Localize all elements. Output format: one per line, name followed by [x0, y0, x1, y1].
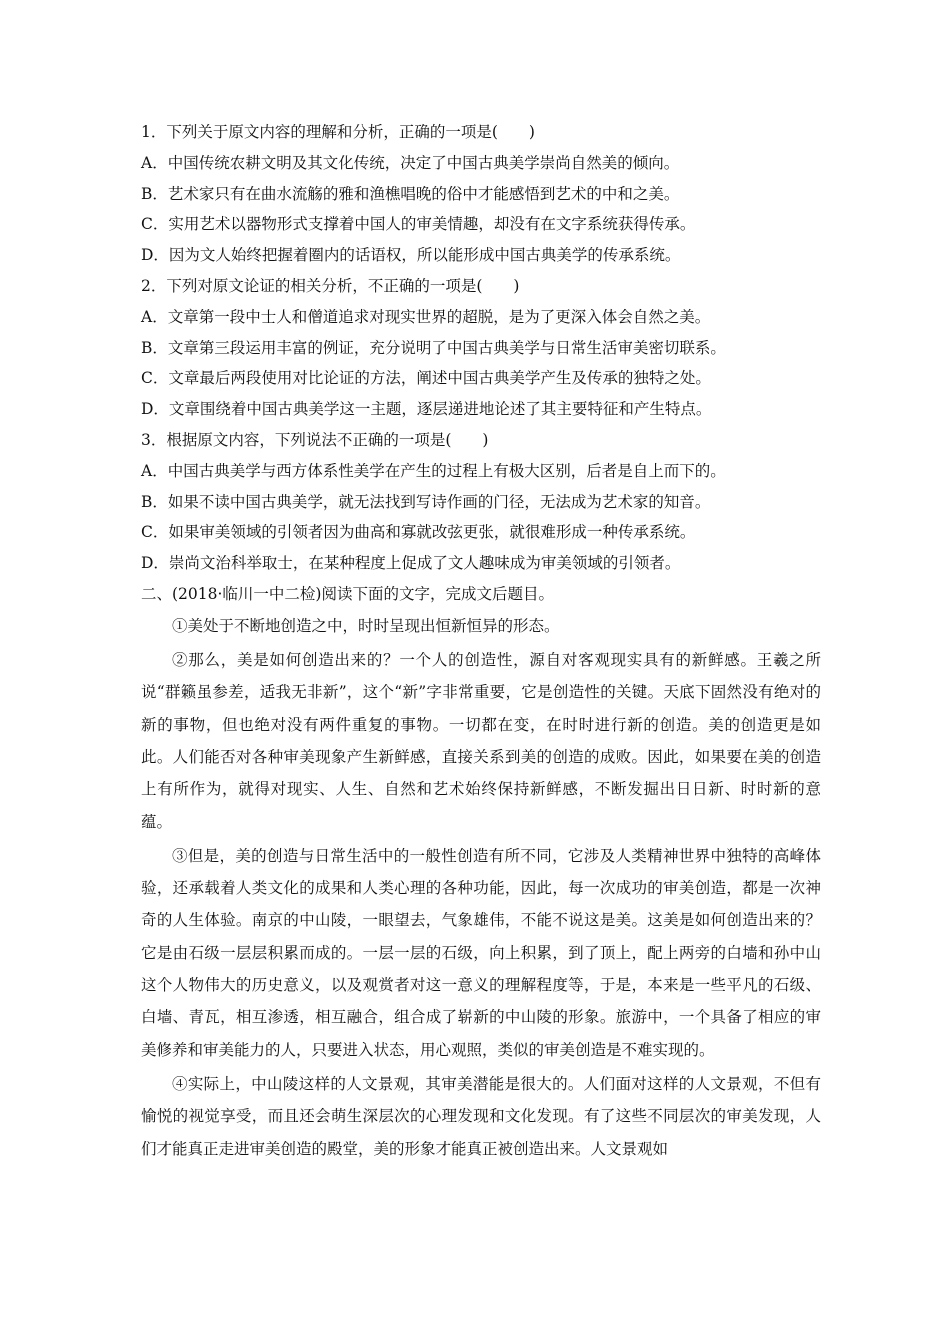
answer-option-a: A．中国古典美学与西方体系性美学在产生的过程上有极大区别，后者是自上而下的。	[141, 461, 726, 480]
passage-paragraph-2: ②那么，美是如何创造出来的？一个人的创造性，源自对客观现实具有的新鲜感。王羲之所说“群籁虽参差，适我无非新”，这个“新”字非常重要，它是创造性的关键。天底下固然没有绝对的新的事物，但也绝对没有两件重复的事物。一切都在变，在时时进行新的创造。美的创造更是如此。人们能否对各种审美现象产生新鲜感，直接关系到美的创造的成败。因此，如果要在美的创造上有所作为，就得对现实、人生、自然和艺术始终保持新鲜感，不断发掘出日日新、时时新的意蕴。	[141, 651, 821, 831]
answer-option-b: B．如果不读中国古典美学，就无法找到写诗作画的门径，无法成为艺术家的知音。	[141, 492, 711, 511]
answer-option-b: B．文章第三段运用丰富的例证，充分说明了中国古典美学与日常生活审美密切联系。	[141, 338, 726, 357]
answer-option-a: A．文章第一段中士人和僧道追求对现实世界的超脱，是为了更深入体会自然之美。	[141, 307, 711, 326]
question-3	[141, 425, 821, 579]
answer-option-b: B．艺术家只有在曲水流觞的雅和渔樵唱晚的俗中才能感悟到艺术的中和之美。	[141, 184, 680, 203]
answer-option-d: D．文章围绕着中国古典美学这一主题，逐层递进地论述了其主要特征和产生特点。	[141, 400, 712, 419]
passage-paragraph-1: ①美处于不断地创造之中，时时呈现出恒新恒异的形态。	[172, 616, 560, 635]
answer-option-c: C．如果审美领域的引领者因为曲高和寡就改弦更张，就很难形成一种传承系统。	[141, 523, 696, 542]
passage-paragraph-4: ④实际上，中山陵这样的人文景观，其审美潜能是很大的。人们面对这样的人文景观，不但有愉悦的视觉享受，而且还会萌生深层次的心理发现和文化发现。有了这些不同层次的审美发现，人们才能真正走进审美创造的殿堂，美的形象才能真正被创造出来。人文景观如	[141, 1074, 821, 1158]
reading-passage	[141, 610, 821, 1165]
answer-option-d: D．崇尚文治科举取士，在某种程度上促成了文人趣味成为审美领域的引领者。	[141, 554, 681, 573]
question-stem: 1．下列关于原文内容的理解和分析，正确的一项是( )	[141, 123, 535, 141]
question-1	[141, 117, 821, 271]
question-stem: 3．根据原文内容，下列说法不正确的一项是( )	[141, 430, 489, 449]
passage-paragraph-3: ③但是，美的创造与日常生活中的一般性创造有所不同，它涉及人类精神世界中独特的高峰体验，还承载着人类文化的成果和人类心理的各种功能，因此，每一次成功的审美创造，都是一次神奇的人生体验。南京的中山陵，一眼望去，气象雄伟，不能不说这是美。这美是如何创造出来的？它是由石级一层层积累而成的。一层一层的石级，向上积累，到了顶上，配上两旁的白墙和孙中山这个人物伟大的历史意义，以及观赏者对这一意义的理解程度等，于是，本来是一些平凡的石级、白墙、青瓦，相互渗透，相互融合，组合成了崭新的中山陵的形象。旅游中，一个具备了相应的审美修养和审美能力的人，只要进入状态，用心观照，类似的审美创造是不难实现的。	[141, 846, 821, 1059]
answer-option-d: D．因为文人始终把握着圈内的话语权，所以能形成中国古典美学的传承系统。	[141, 246, 681, 265]
document-content	[141, 117, 821, 1165]
answer-option-c: C．文章最后两段使用对比论证的方法，阐述中国古典美学产生及传承的独特之处。	[141, 369, 711, 388]
question-stem: 2．下列对原文论证的相关分析，不正确的一项是( )	[141, 276, 520, 295]
answer-option-c: C．实用艺术以器物形式支撑着中国人的审美情趣，却没有在文字系统获得传承。	[141, 215, 696, 234]
section-heading: 二、(2018·临川一中二检)阅读下面的文字，完成文后题目。	[141, 584, 554, 603]
answer-option-a: A．中国传统农耕文明及其文化传统，决定了中国古典美学崇尚自然美的倾向。	[141, 153, 680, 172]
question-2	[141, 271, 821, 425]
